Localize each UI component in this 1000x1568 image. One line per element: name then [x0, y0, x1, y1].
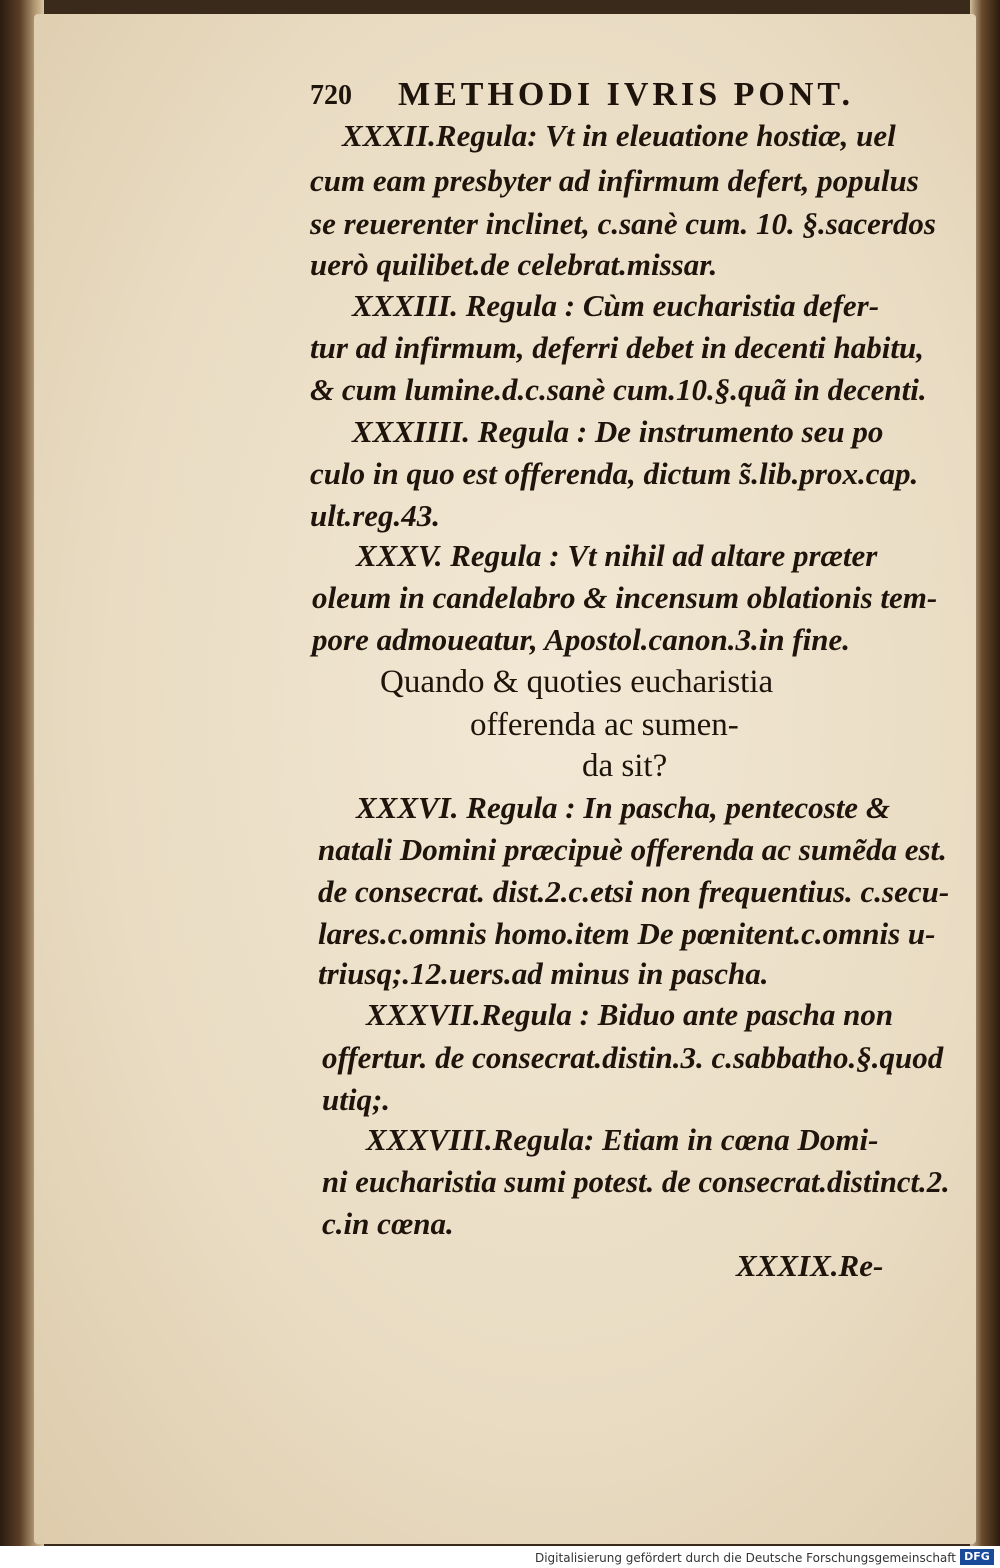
text-line: uerò quilibet.de celebrat.missar. — [310, 247, 718, 282]
text-line: culo in quo est offerenda, dictum s̃.lib.prox.cap. — [310, 456, 919, 491]
text-line: ult.reg.43. — [310, 498, 441, 533]
text-line: natali Domini præcipuè offerenda ac sumẽda est. — [318, 832, 947, 867]
text-line: lares.c.omnis homo.item De pœnitent.c.omnis u- — [318, 916, 936, 951]
text-line: & cum lumine.d.c.sanè cum.10.§.quã in decenti. — [310, 372, 927, 407]
text-line: XXXII.Regula: Vt in eleuatione hostiæ, uel — [342, 118, 896, 153]
running-title: METHODI IVRIS PONT. — [398, 76, 855, 113]
text-line: XXXVI. Regula : In pascha, pentecoste & — [356, 790, 890, 825]
text-line: c.in cœna. — [322, 1206, 454, 1241]
text-line: triusq;.12.uers.ad minus in pascha. — [318, 956, 769, 991]
text-line: XXXV. Regula : Vt nihil ad altare præter — [356, 538, 878, 573]
text-line: ni eucharistia sumi potest. de consecrat.distinct.2. — [322, 1164, 950, 1199]
section-heading-line: Quando & quoties eucharistia — [380, 664, 774, 700]
text-line: se reuerenter inclinet, c.sanè cum. 10. §.sacerdos — [310, 206, 936, 241]
text-line: oleum in candelabro & incensum oblationis tem- — [312, 580, 938, 615]
book-page — [34, 14, 976, 1544]
text-line: utiq;. — [322, 1082, 391, 1117]
text-line: XXXIII. Regula : Cùm eucharistia defer- — [352, 288, 880, 323]
text-line: pore admoueatur, Apostol.canon.3.in fine. — [312, 622, 850, 657]
digitization-credit: Digitalisierung gefördert durch die Deutsche Forschungsgemeinschaft — [534, 1551, 956, 1565]
footer-bar — [0, 1546, 1000, 1568]
section-heading-line: da sit? — [582, 748, 668, 784]
text-line: XXXIIII. Regula : De instrumento seu po — [352, 414, 884, 449]
text-line: de consecrat. dist.2.c.etsi non frequentius. c.secu- — [318, 874, 950, 909]
dfg-logo: DFG — [960, 1549, 994, 1565]
text-line: XXXVIII.Regula: Etiam in cœna Domi- — [366, 1122, 879, 1157]
page-number: 720 — [310, 80, 352, 111]
catchword: XXXIX.Re- — [736, 1248, 884, 1283]
text-line: cum eam presbyter ad infirmum defert, populus — [310, 163, 919, 198]
text-line: tur ad infirmum, deferri debet in decenti habitu, — [310, 330, 925, 365]
text-line: offertur. de consecrat.distin.3. c.sabbatho.§.quod — [322, 1040, 944, 1075]
section-heading-line: offerenda ac sumen- — [470, 707, 739, 743]
text-line: XXXVII.Regula : Biduo ante pascha non — [366, 997, 894, 1032]
